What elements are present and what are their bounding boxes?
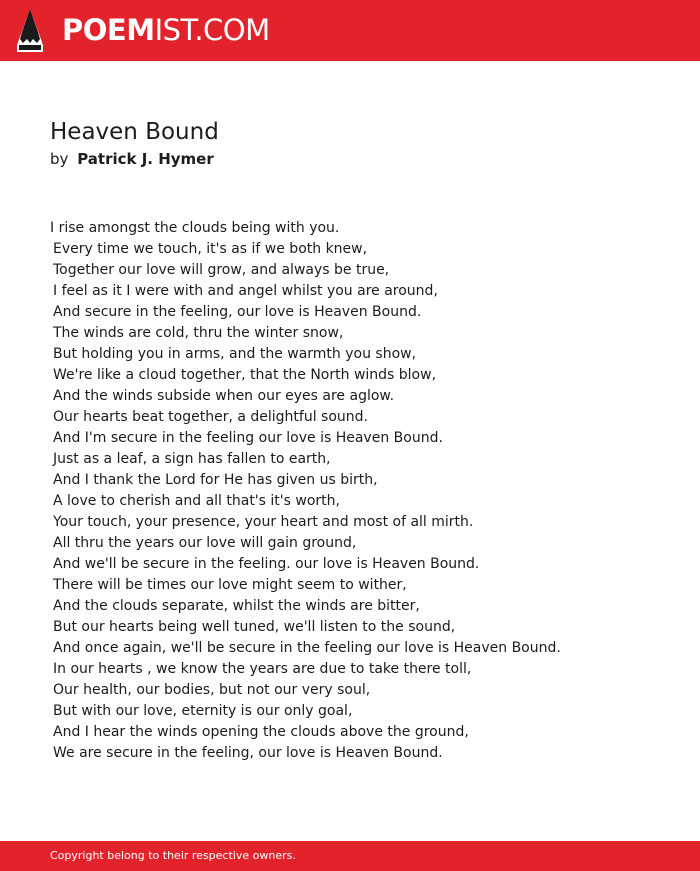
poem-title: Heaven Bound <box>50 119 219 145</box>
poem-line: Every time we touch, it's as if we both knew, <box>53 241 368 257</box>
by-label: by <box>50 150 69 168</box>
site-footer <box>0 841 700 871</box>
poem-line: We are secure in the feeling, our love is Heaven Bound. <box>53 745 443 761</box>
brand-bold: POEM <box>62 13 155 47</box>
poem-line: The winds are cold, thru the winter snow, <box>53 325 344 341</box>
poem-body <box>50 218 670 764</box>
copyright-notice: Copyright belong to their respective owners. <box>50 849 296 862</box>
poem-line: A love to cherish and all that's it's worth, <box>53 493 340 509</box>
poem-line: Our hearts beat together, a delightful sound. <box>53 409 368 425</box>
pen-nib-icon <box>17 9 43 52</box>
poem-line: But our hearts being well tuned, we'll listen to the sound, <box>53 619 456 635</box>
poem-line: I feel as it I were with and angel whilst you are around, <box>53 283 438 299</box>
poem-line: Together our love will grow, and always be true, <box>53 262 390 278</box>
poem-line: Just as a leaf, a sign has fallen to earth, <box>53 451 331 467</box>
site-logo[interactable] <box>62 12 270 48</box>
poem-line: But holding you in arms, and the warmth you show, <box>53 346 417 362</box>
poem-line: And I'm secure in the feeling our love is Heaven Bound. <box>53 430 443 446</box>
poem-line: And once again, we'll be secure in the feeling our love is Heaven Bound. <box>53 640 561 656</box>
poem-line: Your touch, your presence, your heart and most of all mirth. <box>53 514 474 530</box>
poem-line: But with our love, eternity is our only goal, <box>53 703 353 719</box>
brand-light: IST.COM <box>154 13 270 47</box>
poem-line: All thru the years our love will gain ground, <box>53 535 357 551</box>
poem-line: Our health, our bodies, but not our very soul, <box>53 682 371 698</box>
byline <box>50 149 214 169</box>
poem-line: And secure in the feeling, our love is Heaven Bound. <box>53 304 422 320</box>
poem-line: And I hear the winds opening the clouds above the ground, <box>53 724 469 740</box>
poem-line: There will be times our love might seem to wither, <box>53 577 407 593</box>
author-name: Patrick J. Hymer <box>77 150 214 168</box>
poem-line: And we'll be secure in the feeling. our love is Heaven Bound. <box>53 556 480 572</box>
site-header <box>0 0 700 61</box>
poem-line: In our hearts , we know the years are due to take there toll, <box>53 661 472 677</box>
poem-line: We're like a cloud together, that the North winds blow, <box>53 367 437 383</box>
poem-line: And the clouds separate, whilst the winds are bitter, <box>53 598 420 614</box>
poem-line: And the winds subside when our eyes are aglow. <box>53 388 395 404</box>
poem-line: And I thank the Lord for He has given us birth, <box>53 472 378 488</box>
poem-line: I rise amongst the clouds being with you. <box>50 220 340 236</box>
